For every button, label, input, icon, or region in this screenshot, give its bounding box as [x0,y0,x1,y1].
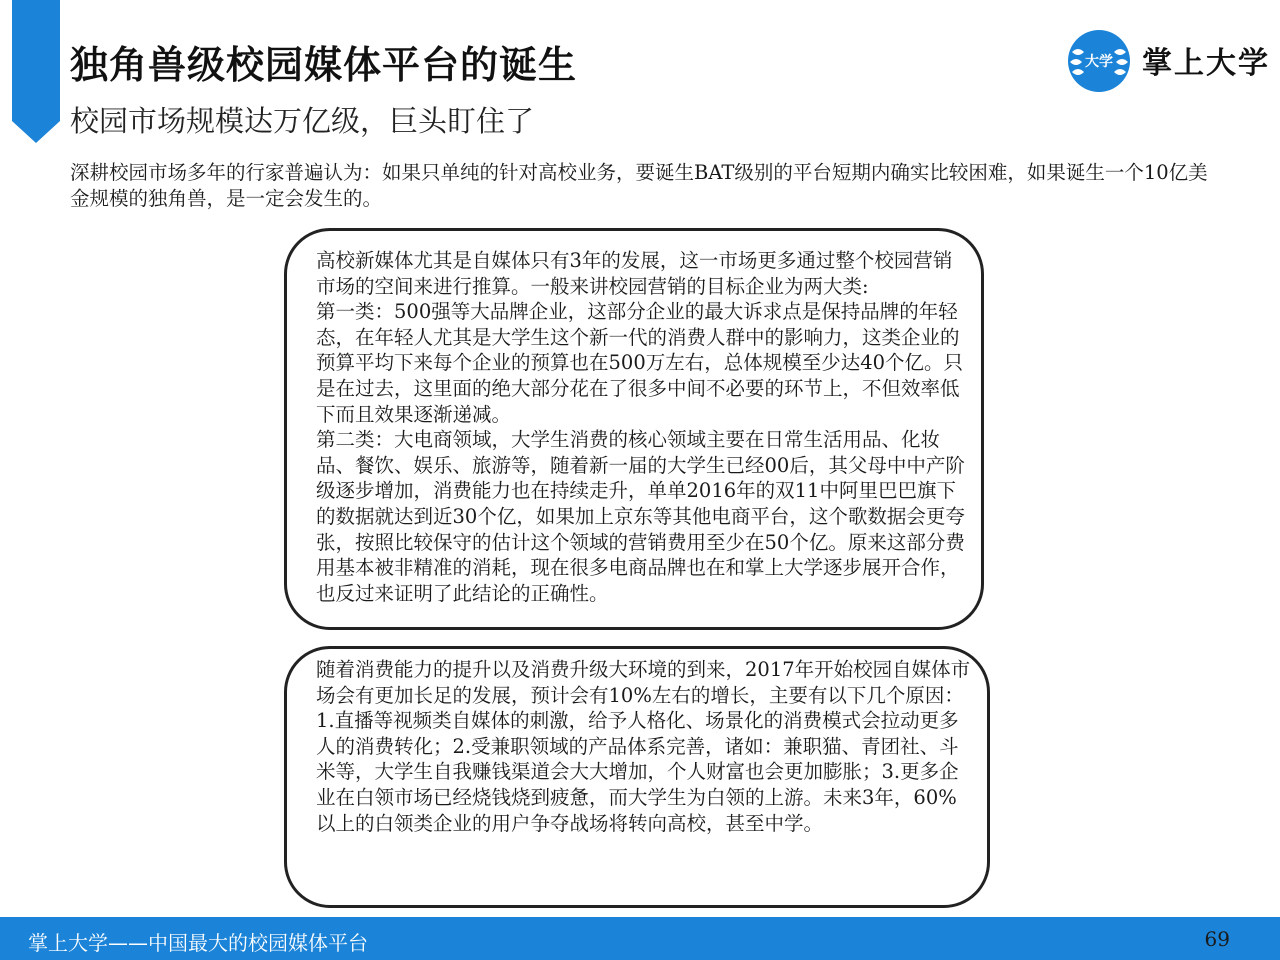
box1-paragraph-1: 高校新媒体尤其是自媒体只有3年的发展，这一市场更多通过整个校园营销市场的空间来进行推算。一般来讲校园营销的目标企业为两大类: [316,249,953,298]
accent-ribbon [12,0,60,143]
footer-slogan: 掌上大学——中国最大的校园媒体平台 [28,931,368,955]
page-title: 独角兽级校园媒体平台的诞生 [70,43,578,87]
logo-badge-text: 大学 [1085,54,1113,70]
market-analysis-box [284,228,984,630]
box1-paragraph-3: 第二类：大电商领域，大学生消费的核心领域主要在日常生活用品、化妆品、餐饮、娱乐、旅游等，随着新一届的大学生已经00后，其父母中中产阶级逐步增加，消费能力也在持续走升，单单2016年的双11中阿里巴巴旗下的数据就达到近30个亿，如果加上京东等其他电商平台，这个歌数据会更夸张，按照比较保守的估计这个领域的营销费用至少在50个亿。原来这部分费用基本被非精准的消耗，现在很多电商品牌也在和掌上大学逐步展开合作，也反过来证明了此结论的正确性。 [316,428,965,605]
intro-paragraph: 深耕校园市场多年的行家普遍认为：如果只单纯的针对高校业务，要诞生BAT级别的平台短期内确实比较困难，如果诞生一个10亿美金规模的独角兽，是一定会发生的。 [70,161,1208,210]
page-subtitle: 校园市场规模达万亿级，巨头盯住了 [70,104,535,138]
footer-bar [0,917,1280,960]
box2-paragraph-1: 随着消费能力的提升以及消费升级大环境的到来，2017年开始校园自媒体市场会有更加长足的发展，预计会有10%左右的增长，主要有以下几个原因： [316,658,971,707]
page-number: 69 [1204,927,1230,951]
campus-brand-logo-icon [1066,28,1132,94]
logo-text: 掌上大学 [1142,46,1270,81]
brand-logo [1066,26,1270,94]
box1-paragraph-2: 第一类：500强等大品牌企业，这部分企业的最大诉求点是保持品牌的年轻态，在年轻人尤其是大学生这个新一代的消费人群中的影响力，这类企业的预算平均下来每个企业的预算也在500万左右，总体规模至少达40个亿。只是在过去，这里面的绝大部分花在了很多中间不必要的环节上，不但效率低下而且效果逐渐递减。 [316,300,964,426]
box2-paragraph-2: 1.直播等视频类自媒体的刺激，给予人格化、场景化的消费模式会拉动更多人的消费转化；2.受兼职领域的产品体系完善，诸如：兼职猫、青团社、斗米等，大学生自我赚钱渠道会大大增加，个人财富也会更加膨胀；3.更多企业在白领市场已经烧钱烧到疲惫，而大学生为白领的上游。未来3年，60%以上的白领类企业的用户争夺战场将转向高校，甚至中学。 [316,709,959,835]
growth-reasons-box [284,646,990,908]
